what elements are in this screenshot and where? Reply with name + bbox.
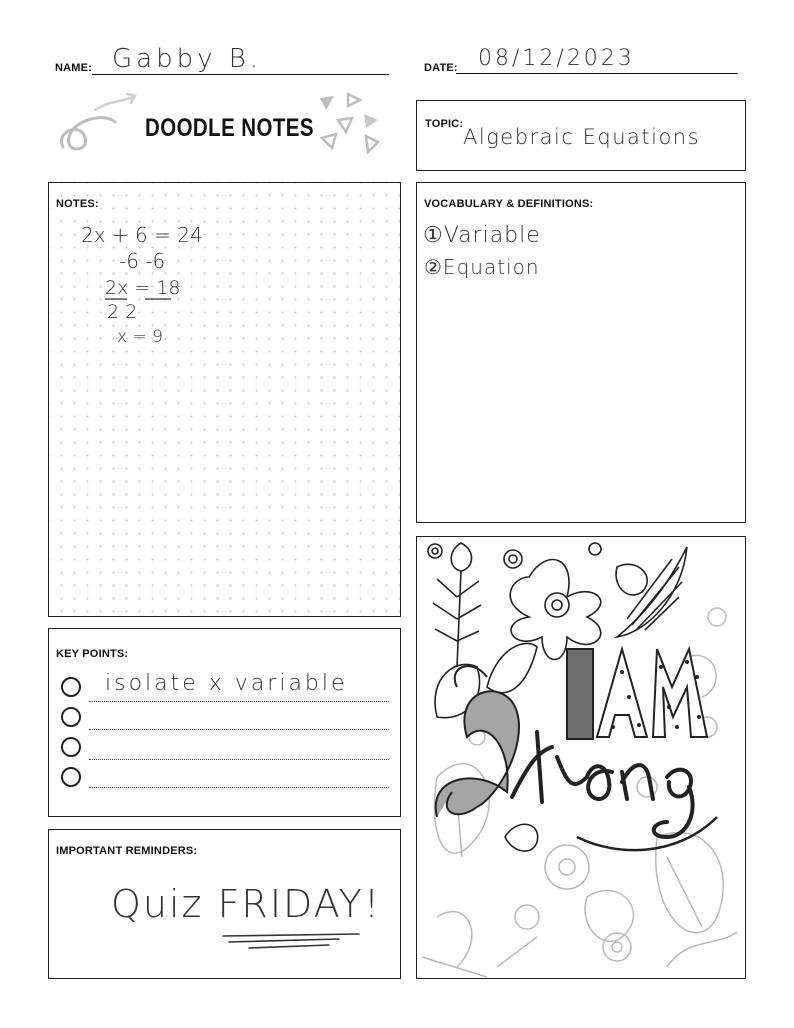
reminders-box xyxy=(48,829,401,979)
key-point-text: isolate x variable xyxy=(105,671,348,696)
notes-line-4: 2 2 xyxy=(107,301,138,323)
notes-line-5: x = 9 xyxy=(117,327,163,347)
name-value: Gabby B. xyxy=(112,44,263,74)
name-line xyxy=(92,74,389,75)
topic-box xyxy=(416,100,746,171)
notes-label: NOTES: xyxy=(56,198,99,210)
key-point-line xyxy=(89,701,389,702)
underline-scribble xyxy=(219,930,369,952)
page-title: DOODLE NOTES xyxy=(145,114,314,142)
vocabulary-label: VOCABULARY & DEFINITIONS: xyxy=(424,198,594,210)
topic-label: TOPIC: xyxy=(425,118,464,130)
date-value: 08/12/2023 xyxy=(478,46,635,71)
key-point-checkbox[interactable] xyxy=(61,767,81,787)
notes-box xyxy=(48,182,401,617)
reminders-text: Quiz FRIDAY! xyxy=(111,882,382,926)
key-points-box xyxy=(48,628,401,817)
date-label: DATE: xyxy=(424,62,458,74)
notes-line-2: -6 -6 xyxy=(119,249,166,273)
key-point-line xyxy=(89,759,389,760)
name-label: NAME: xyxy=(55,62,93,74)
vocabulary-box xyxy=(416,182,746,523)
vocabulary-item-1: ①Variable xyxy=(423,223,541,248)
coloring-panel xyxy=(416,536,746,979)
topic-value: Algebraic Equations xyxy=(463,125,701,149)
vocabulary-item-2: ②Equation xyxy=(424,255,540,279)
notes-line-1: 2x + 6 = 24 xyxy=(81,223,203,247)
swirl-arrow-doodle xyxy=(55,92,145,162)
key-points-label: KEY POINTS: xyxy=(56,648,129,660)
triangles-doodle xyxy=(308,90,388,160)
key-point-checkbox[interactable] xyxy=(61,677,81,697)
key-point-line xyxy=(89,729,389,730)
key-point-checkbox[interactable] xyxy=(61,737,81,757)
notes-line-3: 2x = 18 xyxy=(105,277,181,299)
key-point-checkbox[interactable] xyxy=(61,707,81,727)
reminders-label: IMPORTANT REMINDERS: xyxy=(56,845,198,857)
coloring-illustration xyxy=(417,537,746,979)
fraction-bar-doodle xyxy=(105,296,175,302)
key-point-line xyxy=(89,787,389,788)
date-line xyxy=(456,73,738,74)
